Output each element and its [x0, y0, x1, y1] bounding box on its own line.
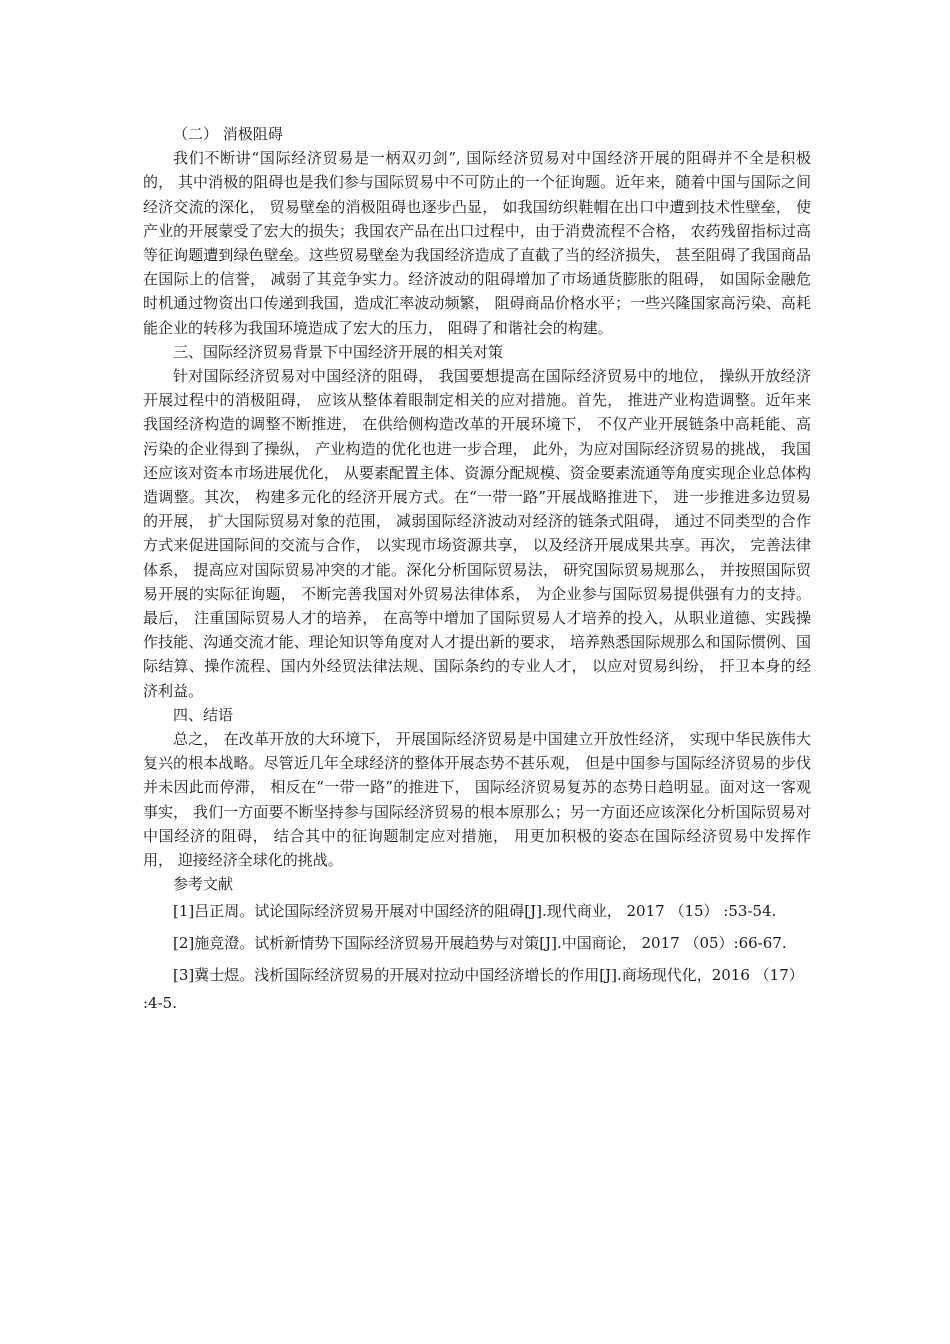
- section-heading-countermeasures: 三、国际经济贸易背景下中国经济开展的相关对策: [173, 342, 504, 361]
- reference-item-2: [2]施竞澄。试析新情势下国际经济贸易开展趋势与对策[J].中国商论， 2017 （05）:66-67.: [173, 933, 787, 952]
- section-heading-conclusion: 四、结语: [173, 705, 234, 724]
- section-heading-negative-impact: （二） 消极阻碍: [173, 125, 283, 143]
- reference-item-1: [1]吕正周。试论国际经济贸易开展对中国经济的阻碍[J].现代商业， 2017 （15） :53-54.: [173, 901, 777, 920]
- paragraph-negative-impact: 我们不断讲“国际经济贸易是一柄双刃剑”, 国际经济贸易对中国经济开展的阻碍并不全是积极的， 其中消极的阻碍也是我们参与国际贸易中不可防止的一个征询题。近年来，随着中国与国际之间经济交流的深化， 贸易壁垒的消极阻碍也逐步凸显， 如我国纺织鞋帽在出口中遭到技术性壁垒， 使产业的开展蒙受了宏大的损失；我国农产品在出口过程中，由于消费流程不合格， 农药残留指标过高等征询题遭到绿色壁垒。这些贸易壁垒为我国经济造成了直截了当的经济损失， 甚至阻碍了我国商品在国际上的信誉， 减弱了其竞争实力。经济波动的阻碍增加了市场通货膨胀的阻碍， 如国际金融危时机通过物资出口传递到我国，造成汇率波动频繁， 阻碍商品价格水平；一些兴隆国家高污染、高耗能企业的转移为我国环境造成了宏大的压力， 阻碍了和谐社会的构建。: [143, 149, 811, 337]
- references-heading: 参考文献: [173, 875, 234, 894]
- paragraph-countermeasures: 针对国际经济贸易对中国经济的阻碍， 我国要想提高在国际经济贸易中的地位， 操纵开放经济开展过程中的消极阻碍， 应该从整体着眼制定相关的应对措施。首先， 推进产业构造调整。近年来我国经济构造的调整不断推进， 在供给侧构造改革的开展环境下， 不仅产业开展链条中高耗能、高污染的企业得到了操纵， 产业构造的优化也进一步合理， 此外，为应对国际经济贸易的挑战， 我国还应该对资本市场进展优化， 从要素配置主体、资源分配规模、资金要素流通等角度实现企业总体构造调整。其次， 构建多元化的经济开展方式。在“一带一路”开展战略推进下， 进一步推进多边贸易的开展， 扩大国际贸易对象的范围， 减弱国际经济波动对经济的链条式阻碍， 通过不同类型的合作方式来促进国际间的交流与合作， 以实现市场资源共享， 以及经济开展成果共享。再次， 完善法律体系， 提高应对国际贸易冲突的才能。深化分析国际贸易法， 研究国际贸易规那么， 并按照国际贸易开展的实际征询题， 不断完善我国对外贸易法律体系， 为企业参与国际贸易提供强有力的支持。最后， 注重国际贸易人才的培养， 在高等中增加了国际贸易人才培养的投入，从职业道德、实践操作技能、沟通交流才能、理论知识等角度对人才提出新的要求， 培养熟悉国际规那么和国际惯例、国际结算、操作流程、国内外经贸法律法规、国际条约的专业人才， 以应对贸易纠纷， 扞卫本身的经济利益。: [143, 367, 811, 700]
- document-page: [143, 122, 811, 1021]
- paragraph-conclusion: 总之， 在改革开放的大环境下， 开展国际经济贸易是中国建立开放性经济， 实现中华民族伟大复兴的根本战略。尽管近几年全球经济的整体开展态势不甚乐观， 但是中国参与国际经济贸易的步伐并未因此而停滞， 相反在“一带一路”的推进下， 国际经济贸易复苏的态势日趋明显。面对这一客观事实， 我们一方面要不断坚持参与国际经济贸易的根本原那么；另一方面还应该深化分析国际贸易对中国经济的阻碍， 结合其中的征询题制定应对措施， 用更加积极的姿态在国际经济贸易中发挥作用， 迎接经济全球化的挑战。: [143, 730, 811, 870]
- reference-item-3: [3]冀士煜。浅析国际经济贸易的开展对拉动中国经济增长的作用[J].商场现代化，2016 （17） :4-5.: [143, 965, 804, 1012]
